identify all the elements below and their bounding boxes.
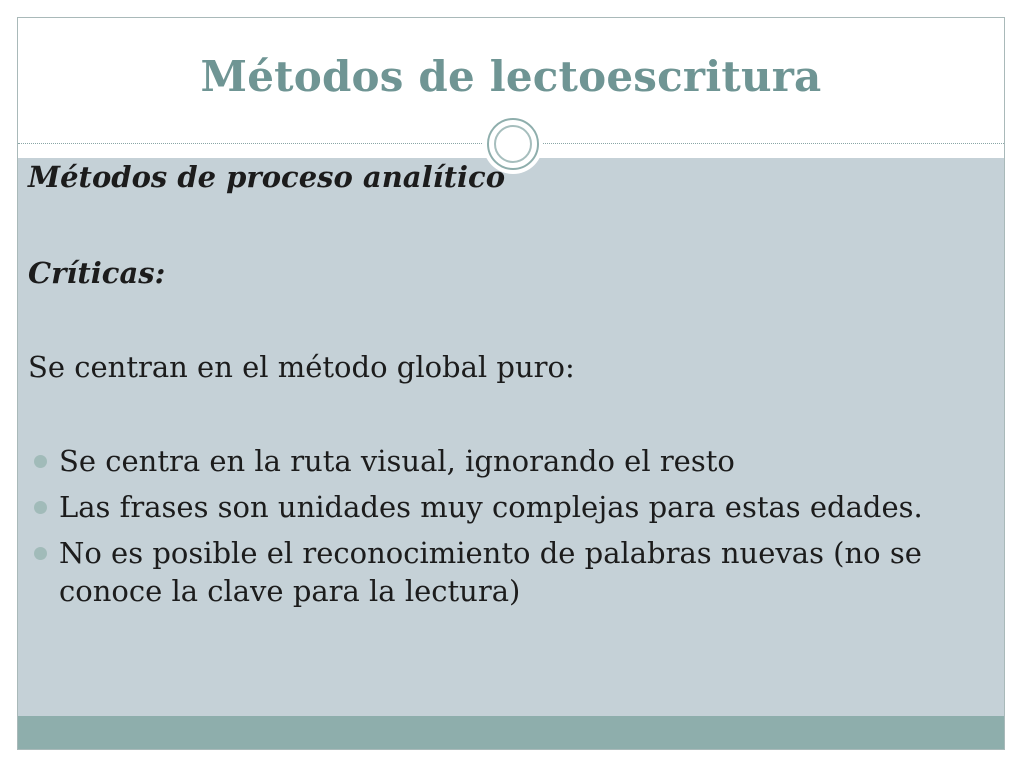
bullet-text: Se centra en la ruta visual, ignorando el resto: [59, 444, 735, 478]
bullet-icon: [34, 501, 47, 514]
content-area: [18, 158, 1004, 718]
slide-title: Métodos de lectoescritura: [200, 52, 822, 101]
list-item: [28, 534, 958, 610]
list-item: [28, 442, 958, 480]
section-heading: Métodos de proceso analítico: [28, 160, 506, 194]
intro-text: Se centran en el método global puro:: [28, 350, 575, 384]
bullet-icon: [34, 547, 47, 560]
bullet-text: No es posible el reconocimiento de palabras nuevas (no se conoce la clave para la lectura): [59, 536, 922, 608]
bullet-icon: [34, 455, 47, 468]
bullet-list: [28, 442, 958, 618]
bullet-text: Las frases son unidades muy complejas para estas edades.: [59, 490, 923, 524]
criticas-label: Críticas:: [28, 256, 166, 290]
ornament-inner-ring: [494, 125, 532, 163]
list-item: [28, 488, 958, 526]
footer-band: [18, 716, 1004, 749]
